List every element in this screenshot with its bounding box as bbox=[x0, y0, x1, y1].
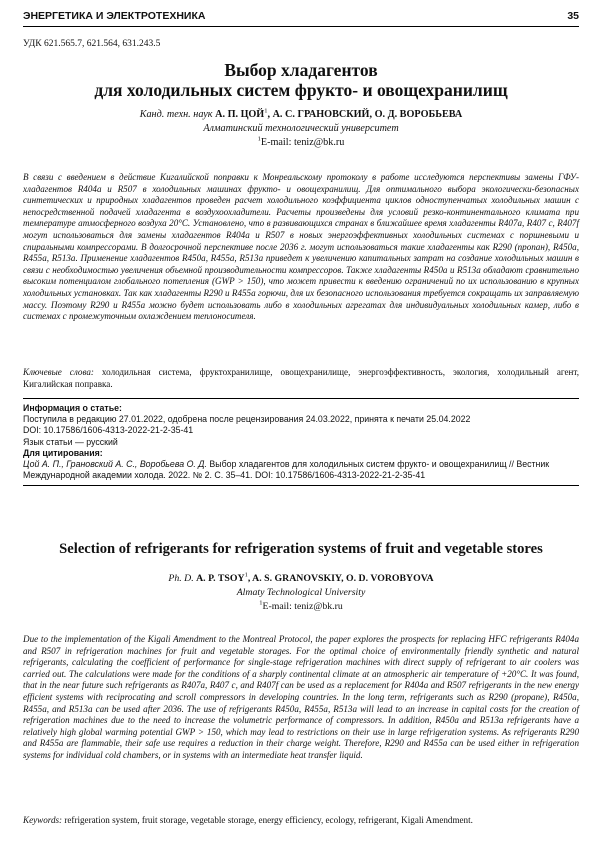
authors-ru-degree: Канд. техн. наук bbox=[139, 109, 213, 120]
authors-ru bbox=[23, 108, 579, 122]
citation-authors: Цой А. П., Грановский А. С., Воробьева О. Д. bbox=[23, 459, 207, 470]
email-en-sup: 1 bbox=[259, 599, 263, 607]
citation-rest: Выбор хладагентов для холодильных систем фрукто- и овощехранилищ // Вестник Международной академии холода. 2022. № 2. С. 35–41. DOI: 10.17586/1606-4313-2022-21-2-35-41 bbox=[23, 459, 550, 481]
email-ru-text[interactable]: E-mail: teniz@bk.ru bbox=[260, 137, 345, 148]
email-en bbox=[23, 600, 579, 614]
article-info-doi[interactable]: DOI: 10.17586/1606-4313-2022-21-2-35-41 bbox=[23, 425, 194, 436]
keywords-en-label: Keywords: bbox=[23, 815, 63, 825]
authors-ru-sup: 1 bbox=[264, 107, 268, 115]
email-ru bbox=[23, 136, 579, 150]
title-ru bbox=[23, 60, 579, 100]
title-ru-line-1: Выбор хладагентов bbox=[224, 60, 378, 80]
article-info-heading: Информация о статье: bbox=[23, 403, 122, 413]
keywords-ru-label: Ключевые слова: bbox=[23, 367, 94, 377]
keywords-ru-text: холодильная система, фруктохранилище, овощехранилище, энергоэффективность, экология, холодильный агент, Кигалийская поправка. bbox=[23, 367, 579, 389]
citation-text bbox=[23, 459, 579, 481]
running-header bbox=[23, 8, 579, 27]
title-en: Selection of refrigerants for refrigeration systems of fruit and vegetable stores bbox=[59, 541, 543, 557]
email-en-text[interactable]: E-mail: teniz@bk.ru bbox=[262, 601, 343, 612]
affiliation-ru: Алматинский технологический университет bbox=[203, 123, 399, 134]
article-info-language: Язык статьи — русский bbox=[23, 436, 118, 447]
authors-en-degree: Ph. D. bbox=[168, 573, 194, 584]
abstract-ru: В связи с введением в действие Кигалийской поправки к Монреальскому протоколу в работе исследуются перспективы замены ГФУ-хладагентов R404a и R507 в холодильных машинах фрукто- и овощехранилищ. Для оптимального выбора экологически-безопасных синтетических и природных хладагентов проведен расчет холодильного коэффициента циклов одноступенчатых холодильных машин с непосредственной подачей хладагента в воздухоохладители. Расчеты произведены для условий резко-континентального климата при температуре атмосферного воздуха 20°С. Установлено, что в развивающихся странах в ближайшее время хладагенты R407a, R407 c, R407f могут использоваться для замены хладагентов R404a и R507 в новых энергоэффективных холодильных системах с поршневыми и спиральными компрессорами. В долгосрочной перспективе после 2036 г. могут использоваться такие хладагенты как R290 (пропан), R450a, R455a, R513a. Применение хладагентов R450a, R455a, R513a приведет к увеличению капитальных затрат на создание холодильных машин в связи с необходимостью увеличения объемной производительности компрессоров. Также хладагенты R450a и R513a обладают сравнительно высоким потенциалом глобального потепления (GWP > 150), что может привести к введению ограничений по их использованию в крупных холодильных установках. Так как хладагенты R290 и R455a горючи, для их безопасного использования требуется сокращать их заправляемую массу. Поэтому R290 и R455a можно будет использовать либо в холодильных агрегатах для индивидуальных холодильных камер, либо в системах с промежуточным охлаждением теплоносителя. bbox=[23, 172, 579, 322]
keywords-en-text: refrigeration system, fruit storage, vegetable storage, energy efficiency, ecology, refrigerant, Kigali Amendment. bbox=[62, 815, 473, 825]
authors-block-en bbox=[23, 572, 579, 614]
article-info bbox=[23, 398, 579, 486]
keywords-ru bbox=[23, 367, 579, 390]
udk-code: УДК 621.565.7, 621.564, 631.243.5 bbox=[23, 39, 161, 49]
authors-ru-rest: , А. С. ГРАНОВСКИЙ, О. Д. ВОРОБЬЕВА bbox=[267, 109, 463, 120]
authors-block-ru bbox=[23, 108, 579, 150]
authors-en-first: A. P. TSOY bbox=[196, 573, 245, 584]
authors-en bbox=[23, 572, 579, 586]
page-number: 35 bbox=[567, 10, 579, 22]
title-ru-line-2: для холодильных систем фрукто- и овощехранилищ bbox=[94, 80, 508, 100]
authors-en-sup: 1 bbox=[244, 571, 248, 579]
abstract-en: Due to the implementation of the Kigali Amendment to the Montreal Protocol, the paper explores the prospects for replacing HFC refrigerants R404a and R507 in refrigeration machines for fruit and vegetable storages. For the optimal choice of environmentally friendly synthetic and natural refrigerants, calculating the coefficient of performance for single-stage refrigeration machines with direct supply of refrigerant to air coolers was carried out. The calculations were made for the conditions of a sharply continental climate at an atmospheric air temperature of +20°C. It was found, that in the near future such refrigerants as R407a, R407 c, and R407f can be used as a replacement for R404a and R507 refrigerants in the new energy efficient systems with reciprocating and scroll compressors in developing countries. In the long term, refrigerants such as R290 (propane), R450a, R455a, and R513a can be used after 2036. The use of refrigerants R450a, R455a, R513a will lead to an increase in capital costs for the creation of refrigeration machines due to the need to increase the volumetric performance of compressors. In addition, R450a and R513a refrigerants have a relatively high global warming potential GWP > 150, which may lead to restrictions on their use in large refrigeration systems. As refrigerants R290 and R455a are flammable, their safe use requires a reduction in their charge weight. Therefore, R290 and R455a can be used either in refrigeration systems for individual cold chambers, or in systems with an intermediate heat transfer liquid. bbox=[23, 634, 579, 760]
journal-section: ЭНЕРГЕТИКА И ЭЛЕКТРОТЕХНИКА bbox=[23, 10, 206, 22]
article-info-received: Поступила в редакцию 27.01.2022, одобрена после рецензирования 24.03.2022, принята к печати 25.04.2022 bbox=[23, 414, 471, 425]
keywords-en bbox=[23, 815, 579, 827]
email-ru-sup: 1 bbox=[257, 135, 261, 143]
authors-ru-first: А. П. ЦОЙ bbox=[215, 109, 265, 120]
citation-heading: Для цитирования: bbox=[23, 447, 103, 458]
authors-en-rest: , A. S. GRANOVSKIY, O. D. VOROBYOVA bbox=[247, 573, 434, 584]
affiliation-en: Almaty Technological University bbox=[236, 587, 366, 598]
